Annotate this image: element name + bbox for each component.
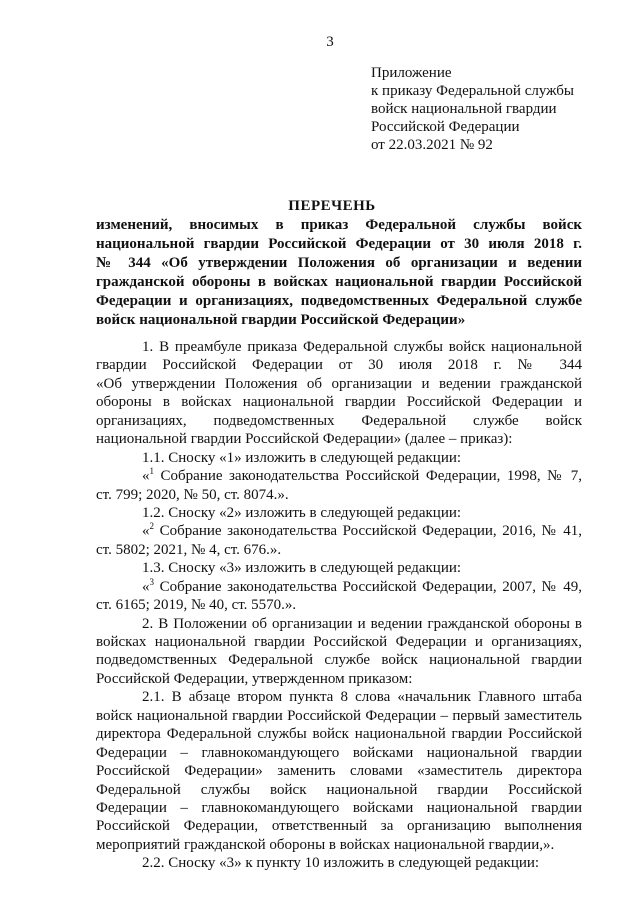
paragraph-line: Федеральной службы войск национальной гвардии Российской [96,781,582,798]
paragraph-line: войсках национальной гвардии Российской Федерации и организациях, [96,634,582,650]
paragraph-line: Российской Федерации, ответственный за организацию выполнения [96,818,582,835]
footnote-line: ст. 5802; 2021, № 4, ст. 676.». [96,541,282,558]
footnote-quote: « [142,468,150,485]
footnote-line: Собрание законодательства Российской Федерации, 2007, № 49, [154,578,582,595]
appendix-line: Приложение [371,65,452,81]
subtitle-line: войск национальной гвардии Российской Федерации» [96,312,466,328]
paragraph-line: мероприятий гражданской обороны в войсках национальной гвардии,». [96,836,555,853]
footnote-quote: « [142,523,150,540]
paragraph-line: Федерации – главнокомандующего войсками национальной гвардии [96,799,582,816]
paragraph-line: подведомственных Федеральной службе войск национальной гвардии [96,652,582,669]
document-body [96,338,582,873]
paragraph-line: организациях, подведомственных Федеральной службе войск [96,412,582,429]
footnote-mark: 1 [149,466,154,477]
footnote-text [96,578,582,596]
subtitle-line: Федерации и организациях, подведомственных Федеральной службе [96,293,582,309]
subtitle-line: № 344 «Об утверждении Положения об организации и ведении [96,255,582,271]
paragraph-line: 1.2. Сноску «2» изложить в следующей редакции: [142,504,462,521]
paragraph-line: директора Федеральной службы войск национальной гвардии Российской [96,726,582,743]
paragraph-line: национальной гвардии Российской Федерации» (далее – приказ): [96,431,513,448]
appendix-line: от 22.03.2021 № 92 [371,137,493,153]
page-number: 3 [326,34,334,50]
appendix-line: к приказу Федеральной службы [371,83,575,99]
subtitle-line: национальной гвардии Российской Федерации от 30 июля 2018 г. [96,236,582,252]
footnote-quote: « [142,578,150,595]
appendix-line: Российской Федерации [371,119,520,135]
footnote-mark: 3 [149,576,154,587]
footnote-line: ст. 6165; 2019, № 40, ст. 5570.». [96,597,297,614]
footnote-mark: 2 [149,521,154,532]
paragraph-line: 1. В преамбуле приказа Федеральной службы войск национальной [142,339,582,355]
document-heading: ПЕРЕЧЕНЬ [288,198,376,214]
paragraph-line: «Об утверждении Положения об организации и ведении гражданской [96,375,582,392]
paragraph-line: 1.3. Сноску «3» изложить в следующей редакции: [142,560,462,577]
paragraph-line: 2. В Положении об организации и ведении гражданской обороны в [142,615,582,632]
footnote-text [96,467,582,485]
paragraph-line: 1.1. Сноску «1» изложить в следующей редакции: [142,449,462,466]
footnote-text [96,522,582,540]
paragraph-line: 2.1. В абзаце втором пункта 8 слова «начальник Главного штаба [142,689,582,706]
paragraph-line: войск национальной гвардии Российской Федерации – первый заместитель [96,707,582,724]
paragraph-line: Российской Федерации» заменить словами «заместитель директора [96,763,582,780]
subtitle-line: гражданской обороны в войсках национальной гвардии Российской [96,274,582,290]
paragraph-line: Российской Федерации, утвержденном приказом: [96,670,413,687]
paragraph-line: обороны в войсках национальной гвардии Российской Федерации и [96,394,582,411]
footnote-line: ст. 799; 2020, № 50, ст. 8074.». [96,486,289,503]
paragraph-line: 2.2. Сноску «3» к пункту 10 изложить в следующей редакции: [142,855,540,872]
subtitle-line: изменений, вносимых в приказ Федеральной службы войск [96,217,582,233]
paragraph-line: гвардии Российской Федерации от 30 июля 2018 г. № 344 [96,357,582,374]
paragraph-line: Федерации – главнокомандующего войсками национальной гвардии [96,744,582,761]
appendix-block [371,64,574,154]
appendix-line: войск национальной гвардии [371,101,557,117]
footnote-line: Собрание законодательства Российской Федерации, 2016, № 41, [154,523,582,540]
document-subtitle [96,216,582,330]
footnote-line: Собрание законодательства Российской Федерации, 1998, № 7, [154,468,582,485]
